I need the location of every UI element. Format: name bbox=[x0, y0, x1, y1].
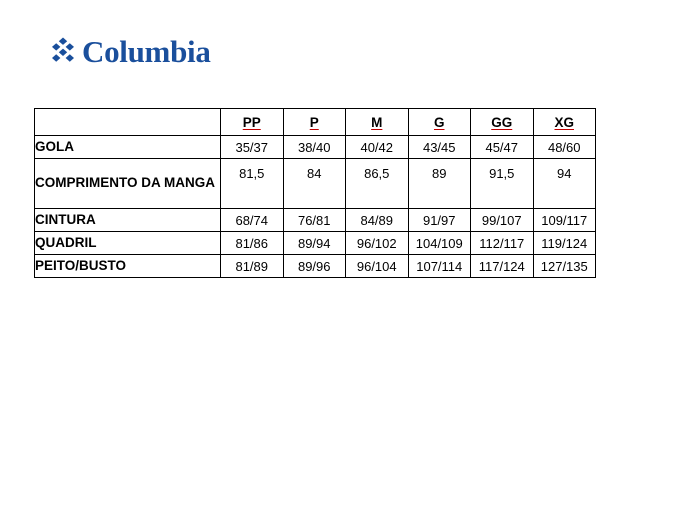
cell-peito-gg: 117/124 bbox=[471, 255, 534, 278]
cell-manga-p: 84 bbox=[283, 159, 346, 209]
column-header-g: G bbox=[408, 109, 471, 136]
row-header-cintura: CINTURA bbox=[35, 209, 221, 232]
row-header-comprimento-da-manga: COMPRIMENTO DA MANGA bbox=[35, 159, 221, 209]
cell-quadril-p: 89/94 bbox=[283, 232, 346, 255]
cell-peito-xg: 127/135 bbox=[533, 255, 596, 278]
cell-gola-p: 38/40 bbox=[283, 136, 346, 159]
cell-quadril-pp: 81/86 bbox=[221, 232, 284, 255]
cell-peito-m: 96/104 bbox=[346, 255, 409, 278]
columbia-diamond-logo-icon bbox=[48, 36, 78, 66]
cell-manga-xg: 94 bbox=[533, 159, 596, 209]
table-corner-cell bbox=[35, 109, 221, 136]
cell-peito-p: 89/96 bbox=[283, 255, 346, 278]
cell-gola-g: 43/45 bbox=[408, 136, 471, 159]
cell-quadril-g: 104/109 bbox=[408, 232, 471, 255]
brand-name: Columbia bbox=[82, 33, 211, 69]
row-header-peito-busto: PEITO/BUSTO bbox=[35, 255, 221, 278]
cell-gola-m: 40/42 bbox=[346, 136, 409, 159]
column-header-gg: GG bbox=[471, 109, 534, 136]
cell-peito-g: 107/114 bbox=[408, 255, 471, 278]
table-row bbox=[35, 232, 596, 255]
cell-peito-pp: 81/89 bbox=[221, 255, 284, 278]
column-header-m: M bbox=[346, 109, 409, 136]
cell-cintura-gg: 99/107 bbox=[471, 209, 534, 232]
cell-gola-pp: 35/37 bbox=[221, 136, 284, 159]
cell-cintura-m: 84/89 bbox=[346, 209, 409, 232]
cell-manga-m: 86,5 bbox=[346, 159, 409, 209]
cell-quadril-xg: 119/124 bbox=[533, 232, 596, 255]
brand-logo bbox=[48, 34, 211, 68]
cell-manga-pp: 81,5 bbox=[221, 159, 284, 209]
column-header-p: P bbox=[283, 109, 346, 136]
column-header-pp: PP bbox=[221, 109, 284, 136]
cell-quadril-gg: 112/117 bbox=[471, 232, 534, 255]
column-header-xg: XG bbox=[533, 109, 596, 136]
cell-gola-xg: 48/60 bbox=[533, 136, 596, 159]
table-row bbox=[35, 159, 596, 209]
row-header-gola: GOLA bbox=[35, 136, 221, 159]
cell-gola-gg: 45/47 bbox=[471, 136, 534, 159]
table-row bbox=[35, 255, 596, 278]
cell-manga-gg: 91,5 bbox=[471, 159, 534, 209]
size-chart-table bbox=[34, 108, 596, 278]
table-row bbox=[35, 136, 596, 159]
cell-manga-g: 89 bbox=[408, 159, 471, 209]
row-header-quadril: QUADRIL bbox=[35, 232, 221, 255]
cell-cintura-pp: 68/74 bbox=[221, 209, 284, 232]
cell-quadril-m: 96/102 bbox=[346, 232, 409, 255]
table-header-row bbox=[35, 109, 596, 136]
table-row bbox=[35, 209, 596, 232]
cell-cintura-p: 76/81 bbox=[283, 209, 346, 232]
cell-cintura-xg: 109/117 bbox=[533, 209, 596, 232]
cell-cintura-g: 91/97 bbox=[408, 209, 471, 232]
